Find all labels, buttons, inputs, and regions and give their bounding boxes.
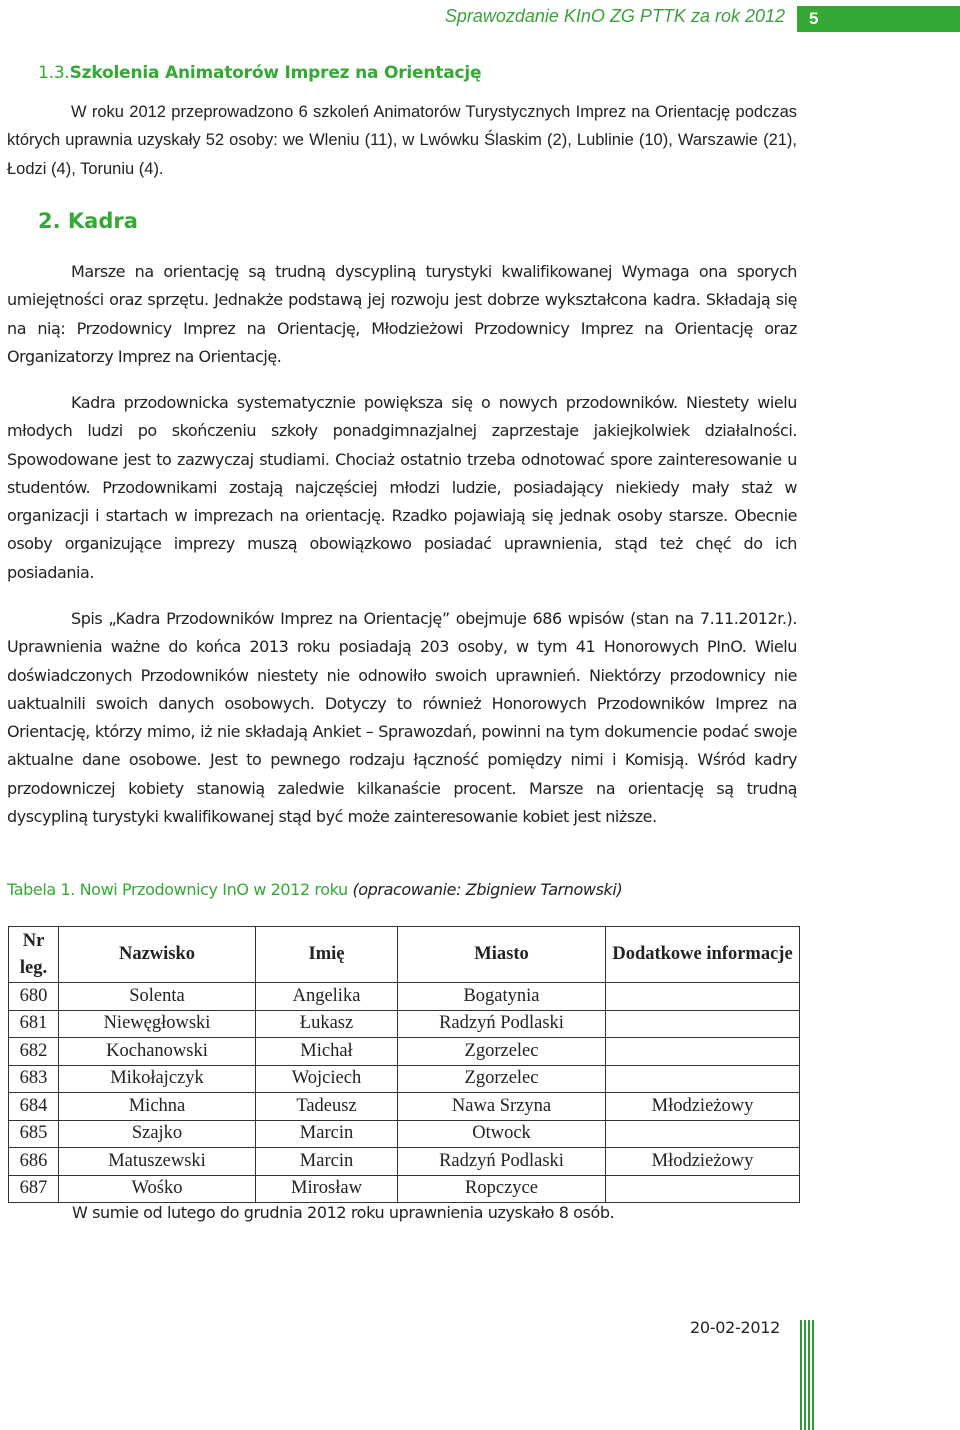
cell-info: [606, 1065, 800, 1093]
table-row: [9, 1065, 800, 1093]
cell-nr: 685: [9, 1120, 59, 1148]
cell-city: Bogatynia: [398, 983, 606, 1011]
cell-surname: Niewęgłowski: [59, 1010, 256, 1038]
section-2-number: 2.: [38, 209, 61, 233]
header-nazwisko: Nazwisko: [59, 927, 256, 983]
table-row: [9, 1148, 800, 1176]
footer-date: 20-02-2012: [690, 1318, 780, 1337]
cell-info: Młodzieżowy: [606, 1093, 800, 1121]
paragraph-trainings: W roku 2012 przeprowadzono 6 szkoleń Animatorów Turystycznych Imprez na Orientację podczas których uprawnia uzyskały 52 osoby: we Wleniu (11), w Lwówku Ślaskim (2), Lublinie (10), Warszawie (21), Łodzi (4), Toruniu (4).: [7, 103, 797, 178]
cell-nr: 686: [9, 1148, 59, 1176]
cell-surname: Wośko: [59, 1175, 256, 1203]
cell-info: [606, 983, 800, 1011]
cell-name: Marcin: [256, 1148, 398, 1176]
header-miasto: Miasto: [398, 927, 606, 983]
footer-decorative-bars: [800, 1320, 814, 1430]
cell-info: [606, 1175, 800, 1203]
table-caption: [7, 880, 622, 899]
section-2-heading: [38, 209, 138, 233]
cell-nr: 687: [9, 1175, 59, 1203]
table-header-row: [9, 927, 800, 983]
table-row: [9, 1120, 800, 1148]
cell-city: Ropczyce: [398, 1175, 606, 1203]
cell-name: Marcin: [256, 1120, 398, 1148]
cell-surname: Matuszewski: [59, 1148, 256, 1176]
report-header-title: Sprawozdanie KInO ZG PTTK za rok 2012: [444, 6, 785, 26]
cell-name: Tadeusz: [256, 1093, 398, 1121]
table-caption-label: Tabela 1. Nowi Przodownicy InO w 2012 roku: [7, 880, 348, 899]
section-1-3-title: Szkolenia Animatorów Imprez na Orientację: [69, 63, 482, 83]
table-row: [9, 1010, 800, 1038]
paragraph-kadra-register: Spis „Kadra Przodowników Imprez na Orientację” obejmuje 686 wpisów (stan na 7.11.2012r.). Uprawnienia ważne do końca 2013 roku posiadają 203 osoby, w tym 41 Honorowych PInO. Wielu doświadczonych Przodowników niestety nie odnowiło swoich uprawnień. Niektórzy przodownicy nie uaktualnili swoich danych osobowych. Dotyczy to również Honorowych Przodowników Imprez na Orientację, którzy mimo, iż nie składają Ankiet – Sprawozdań, powinni na tym dokumencie podać swoje aktualne dane osobowe. Jest to pewnego rodzaju łączność pomiędzy nimi i Komisją. Wśród kadry przodowniczej kobiety stanowią zaledwie kilkanaście procent. Marsze na orientację są trudną dyscypliną turystyki kwalifikowanej stąd być może zainteresowanie kobiet jest niższe.: [7, 609, 797, 827]
cell-info: [606, 1120, 800, 1148]
cell-name: Angelika: [256, 983, 398, 1011]
cell-nr: 683: [9, 1065, 59, 1093]
cell-city: Otwock: [398, 1120, 606, 1148]
paragraph-kadra-intro: Marsze na orientację są trudną dyscypliną turystyki kwalifikowanej Wymaga ona sporych umiejętności oraz sprzętu. Jednakże podstawą jej rozwoju jest dobrze wykształcona kadra. Składają się na nią: Przodownicy Imprez na Orientację, Młodzieżowi Przodownicy Imprez na Orientację oraz Organizatorzy Imprez na Orientację.: [7, 262, 797, 366]
cell-name: Łukasz: [256, 1010, 398, 1038]
paragraph-kadra-growth: Kadra przodownicka systematycznie powiększa się o nowych przodowników. Niestety wielu młodych ludzi po skończeniu szkoły ponadgimnazjalnej zaprzestaje jakiejkolwiek działalności. Spowodowane jest to zazwyczaj studiami. Chociaż ostatnio trzeba odnotować spore zainteresowanie u studentów. Przodownikami zostają najczęściej młodzi ludzie, posiadający niekiedy mały staż w organizacji i startach w imprezach na orientację. Rzadko pojawiają się jednak osoby starsze. Obecnie osoby organizujące imprezy muszą obowiązkowo posiadać uprawnienia, stąd też chęć do ich posiadania.: [7, 393, 797, 582]
cell-surname: Szajko: [59, 1120, 256, 1148]
section-1-3-heading: [38, 63, 481, 83]
cell-name: Wojciech: [256, 1065, 398, 1093]
table-caption-author: (opracowanie: Zbigniew Tarnowski): [352, 880, 623, 899]
cell-nr: 684: [9, 1093, 59, 1121]
cell-surname: Mikołajczyk: [59, 1065, 256, 1093]
cell-city: Zgorzelec: [398, 1038, 606, 1066]
cell-name: Mirosław: [256, 1175, 398, 1203]
section-1-3-number: 1.3.: [38, 63, 70, 83]
table-row: [9, 1093, 800, 1121]
new-instructors-table: [8, 926, 800, 1203]
table-row: [9, 1038, 800, 1066]
page-number-badge: 5: [797, 6, 960, 32]
cell-surname: Solenta: [59, 983, 256, 1011]
cell-nr: 681: [9, 1010, 59, 1038]
table-summary: W sumie od lutego do grudnia 2012 roku uprawnienia uzyskało 8 osób.: [72, 1203, 615, 1222]
table-row: [9, 983, 800, 1011]
header-imie: Imię: [256, 927, 398, 983]
cell-nr: 682: [9, 1038, 59, 1066]
section-2-title: Kadra: [67, 209, 138, 233]
cell-info: [606, 1038, 800, 1066]
cell-nr: 680: [9, 983, 59, 1011]
cell-info: [606, 1010, 800, 1038]
cell-city: Radzyń Podlaski: [398, 1148, 606, 1176]
cell-city: Nawa Srzyna: [398, 1093, 606, 1121]
cell-surname: Michna: [59, 1093, 256, 1121]
cell-name: Michał: [256, 1038, 398, 1066]
cell-city: Zgorzelec: [398, 1065, 606, 1093]
table-row: [9, 1175, 800, 1203]
cell-surname: Kochanowski: [59, 1038, 256, 1066]
cell-info: Młodzieżowy: [606, 1148, 800, 1176]
header-dodatkowe: Dodatkowe informacje: [606, 927, 800, 983]
header-nr-leg: Nr leg.: [9, 927, 59, 983]
cell-city: Radzyń Podlaski: [398, 1010, 606, 1038]
